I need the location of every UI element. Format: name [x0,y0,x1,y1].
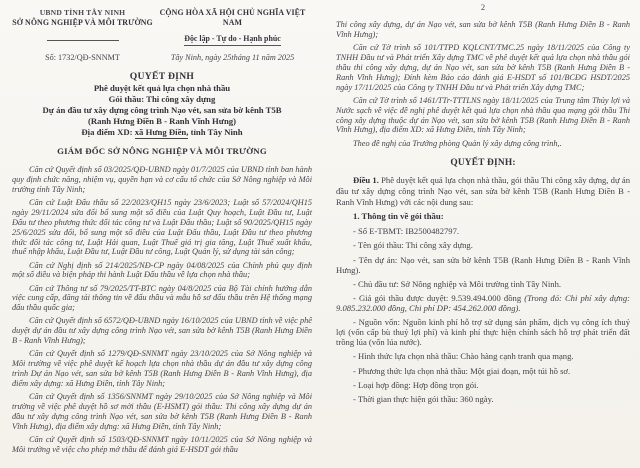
bid-info-item [336,293,630,313]
item-text: - Phương thức lựa chọn nhà thầu: Một giai đoạn, một túi hồ sơ. [353,365,571,376]
national-motto-line1: CỘNG HÒA XÃ HỘI CHỦ NGHĨA VIỆT NAM [159,8,306,27]
proposal-line: Theo đề nghị của Trưởng phòng Quản lý xây dựng công trình,. [353,138,562,148]
bid-info-item [336,226,630,236]
bid-info-item [336,255,630,275]
bid-info-item [336,394,630,404]
document-header [12,8,312,46]
item-text: - Giá gói thầu được duyệt: 9.539.494.000 đồng [353,292,525,303]
article-1 [336,175,630,207]
document-number: Số: 1732/QĐ-SNNMT [45,53,120,62]
recital: Căn cứ Quyết định số 6572/QĐ-UBND ngày 16/10/2025 của UBND tỉnh về việc phê duyệt dự án đầu tư xây dựng công trình Nạo vét, san sửa bờ kênh T5B (Ranh Hưng Điền B - Ranh Vĩnh Hưng); [12,316,312,346]
location-prefix: Địa điểm XD: [81,127,135,137]
page-2 [320,0,640,468]
location-suffix: tỉnh Tây Ninh [188,127,243,137]
recital: Căn cứ Thông tư số 79/2025/TT-BTC ngày 04/8/2025 của Bộ Tài chính hướng dẫn việc cung cấp, đăng tải thông tin về đấu thầu và mẫu hồ sơ đấu thầu trên Hệ thống mạng đấu thầu quốc gia; [12,283,312,313]
title-line-5: (Ranh Hưng Điền B - Ranh Vĩnh Hưng) [87,116,237,126]
national-header-block [153,8,312,46]
title-line-4: Dự án đầu tư xây dựng công trình Nạo vét, san sửa bờ kênh T5B [42,105,282,115]
title-line-3: Gói thầu: Thi công xây dựng [108,94,216,104]
item-text: - Số E-TBMT: IB2500482797. [353,226,460,237]
agency-name: SỞ NÔNG NGHIỆP VÀ MÔI TRƯỜNG [12,17,153,27]
recital: Căn cứ Luật Đấu thầu số 22/2023/QH15 ngày 23/6/2023; Luật số 57/2024/QH15 ngày 29/11/2024 sửa đổi bổ sung một số điều của Luật Quy hoạch, Luật Đầu tư, Luật Đấu tư theo phương thức đối tác công tư và Luật Đấu thầu; Luật số 90/2025/QH15 ngày 25/6/2025 sửa đổi, bổ sung một số điều của Luật Đấu thầu, Luật Đầu tư theo phương thức đối tác công tư, Luật Hải quan, Luật Thuế giá trị gia tăng, Luật Thuế xuất khẩu, thuế nhập khẩu, Luật Đầu tư, Luật Đầu tư công, Luật Quản lý, sử dụng tài sản công; [12,197,312,257]
bid-info-item [336,279,630,289]
bid-info-item [336,351,630,361]
title-line-6 [12,127,312,138]
place-date-line: Tây Ninh, ngày 25tháng 11 năm 2025 [170,53,295,62]
bid-info-item [336,317,630,347]
recital: Căn cứ Quyết định số 03/2025/QĐ-UBND ngày 01/7/2025 của UBND tỉnh ban hành quy định chức năng, nhiệm vụ, quyền hạn và cơ cấu tổ chức của Sở Nông nghiệp và Môi trường tỉnh Tây Ninh; [12,165,312,194]
item-text: - Tên gói thầu: Thi công xây dựng. [353,240,473,251]
page-number: 2 [480,2,486,12]
section-1-heading: 1. Thông tin về gói thầu: [353,211,444,222]
title-line-2: Phê duyệt kết quả lựa chọn nhà thầu [93,83,231,93]
recital: Căn cứ Nghị định số 214/2025/NĐ-CP ngày 04/08/2025 của Chính phủ quy định một số điều và biện pháp thi hành Luật Đấu thầu về lựa chọn nhà thầu; [12,260,312,280]
title-line-1: QUYẾT ĐỊNH [129,71,195,82]
item-text: - Chủ đầu tư: Sở Nông nghiệp và Môi trường tỉnh Tây Ninh. [353,278,562,289]
issuing-agency-block [12,8,153,46]
recital: Căn cứ Quyết định số 1503/QĐ-SNNMT ngày 10/11/2025 của Sở Nông nghiệp và Môi trường về việc cho phép mở thầu để đánh giá E-HSDT gói thầu [12,434,312,454]
agency-divider-line [47,38,119,41]
article-1-label: Điều 1. [353,175,379,186]
document-title [12,71,312,138]
location-underlined: xã Hưng Điền, [134,127,189,137]
recital: Căn cứ Quyết định số 1279/QĐ-SNNMT ngày 23/10/2025 của Sở Nông nghiệp và Môi trường về việc phê duyệt kế hoạch lựa chọn nhà thầu dự án đầu tư xây dựng công trình Dự án Nạo vét, san sửa bờ kênh T5B (Ranh Hưng Điền B - Ranh Vĩnh Hưng), địa điểm xây dựng: xã Hưng Điền, tỉnh Tây Ninh; [12,349,312,389]
item-text: - Loại hợp đồng: Hợp đồng trọn gói. [353,379,479,390]
item-note: (Trong đó: Chi phí xây dựng: 9.085.232.000 đồng, Chi phí DP: 454.262.000 đồng). [336,292,630,313]
recital: Căn cứ Tờ trình số 101/TTPD KQLCNT/TMC.25 ngày 18/11/2025 của Công ty TNHH Đầu tư và Phát triển Xây dựng TMC về phê duyệt kết quả lựa chọn nhà thầu gói thầu thi công xây dựng, dự án Nạo vét, san sửa bờ kênh T5B (Ranh Hưng Điền B - Ranh Vĩnh Hưng); Đính kèm Báo cáo đánh giá E-HSDT số 101/BCĐG HSDT/2025 ngày 17/11/2025 của Công ty TNHH Đầu tư và Phát triển Xây dựng TMC; [336,43,630,92]
bid-info-item [336,366,630,376]
document-meta-row [12,53,312,62]
parent-agency-name: UBND TỈNH TÂY NINH [39,8,126,17]
article-1-text: Phê duyệt kết quả lựa chọn nhà thầu, gói thầu Thi công xây dựng, dự án đầu tư xây dựng công trình Nạo vét, san sửa bờ kênh T5B (Ranh Hưng Điền B - Ranh Vĩnh Hưng) với các nội dung sau: [336,175,630,207]
bid-info-item [336,380,630,390]
national-motto-line2: Độc lập - Tự do - Hạnh phúc [184,34,280,46]
recital: Căn cứ Quyết định số 1356/SNNMT ngày 29/10/2025 của Sở Nông nghiệp và Môi trường về việc phê duyệt hồ sơ mời thầu (E-HSMT) gói thầu: Thi công xây dựng dự án đầu tư xây dựng công trình Nạo vét, san sửa bờ kênh T5B (Ranh Hưng Điền B - Ranh Vĩnh Hưng), địa điểm xây dựng: xã Hưng Điền, tỉnh Tây Ninh; [12,392,312,431]
item-text: - Thời gian thực hiện gói thầu: 360 ngày. [353,393,494,404]
bid-info-item [336,240,630,250]
item-text: - Nguồn vốn: Nguồn kinh phí hỗ trợ sử dụng sản phẩm, dịch vụ công ích thuỷ lợi (vốn cấp bù thuỷ lợi phí) và kinh phí thực hiện chính sách hỗ trợ phát triển đất trồng lúa (vốn lúa nước). [336,317,630,348]
recital: Căn cứ Tờ trình số 1461/TTr-TTTLNS ngày 18/11/2025 của Trung tâm Thủy lợi và Nước sạch về việc đề nghị phê duyệt kết quả lựa chọn nhà thầu qua mạng gói thầu Thi công xây dựng thuộc dự án Nạo vét, san sửa bờ kênh T5B (Ranh Hưng Điền B - Ranh Vĩnh Hưng), địa điểm XD: xã Hưng Điền, tỉnh Tây Ninh; [336,95,630,135]
decision-heading: QUYẾT ĐỊNH: [450,158,516,169]
issuing-authority-heading: GIÁM ĐỐC SỞ NÔNG NGHIỆP VÀ MÔI TRƯỜNG [57,146,267,156]
recital-continuation: Thi công xây dựng, dự án Nạo vét, san sửa bờ kênh T5B (Ranh Hưng Điền B - Ranh Vĩnh Hưng); [336,20,630,39]
item-text: - Tên dự án: Nạo vét, san sửa bờ kênh T5B (Ranh Hưng Điền B - Ranh Vĩnh Hưng). [336,254,630,275]
item-text: - Hình thức lựa chọn nhà thầu: Chào hàng cạnh tranh qua mạng. [353,351,574,362]
